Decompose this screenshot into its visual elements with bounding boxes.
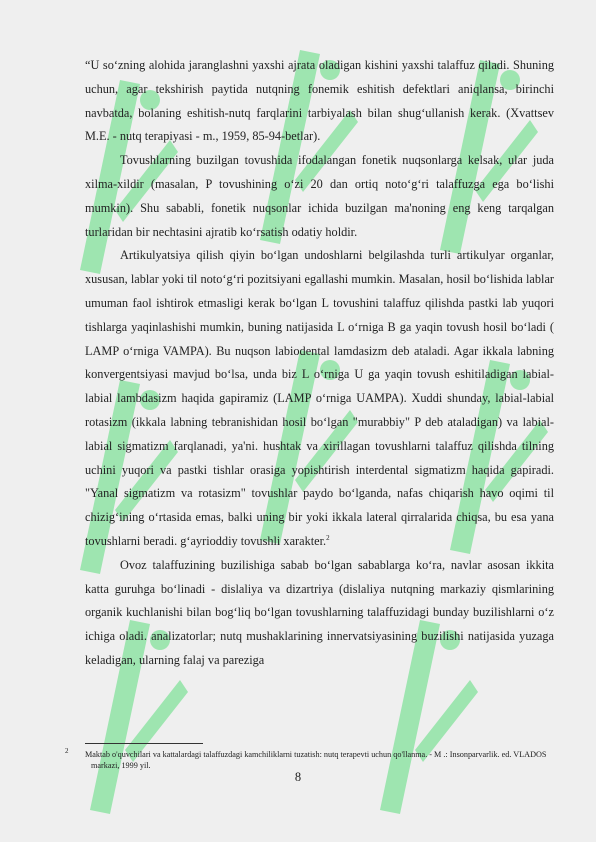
paragraph: Tovushlarning buzilgan tovushida ifodalangan fonetik nuqsonlarga kelsak, ular juda xilma-xildir (masalan, P tovushining o‘zi 20 dan ortiq noto‘g‘ri talaffuzga ega bo‘lishi mumkin). Shu sababli, fonetik nuqsonlar ichida buzilgan ma'noning eng keng tarqalgan turlaridan bir nechtasini ajratib ko‘rsatish odatiy holdir. xyxy=(85,153,554,239)
paragraph: Ovoz talaffuzining buzilishiga sabab bo‘lgan sabablarga ko‘ra, navlar asosan ikkita katta guruhga bo‘linadi - dislaliya va dizartriya (dislaliya nutqning markaziy qismlarining organik kuchlanishi bilan bog‘liq bo‘lgan tovushlarning talaffuzidagi bunday buzilishlarni o‘z ichiga oladi. analizatorlar; nutq mushaklarining innervatsiyasining buzilishi natijasida yuzaga keladigan, ularning falaj va pareziga xyxy=(85,557,554,667)
footnote-text: Maktab o'quvchilari va kattalardagi talaffuzdagi kamchiliklarni tuzatish: nutq terapevti uchun qo'llanma. - M .: Insonparvarlik. ed. VLADOS markazi, 1999 yil. xyxy=(85,750,547,770)
footnote-divider xyxy=(85,743,203,744)
paragraph: “U so‘zning alohida jaranglashni yaxshi ajrata oladigan kishini yaxshi talaffuz qiladi. Shuning uchun, agar tekshirish paytida nutqning fonemik eshitish defektlari aniqlansa, birinchi navbatda, bolaning eshitish-nutq farqlarini tarbiyalash bilan shug‘ullanish kerak. (Xvattsev M.E. - nutq terapiyasi - m., 1959, 85-94-betlar). xyxy=(85,58,554,144)
footnote-reference[interactable]: 2 xyxy=(326,533,330,542)
paragraph: Artikulyatsiya qilish qiyin bo‘lgan undoshlarni belgilashda turli artikulyar organlar, xususan, lablar yoki til noto‘g‘ri pozitsiyani egallashi mumkin. Masalan, hosil bo‘lishida lablar umuman faol ishtirok etmasligi kerak bo‘lgan L tovushini talaffuz qilishda pastki lab yuqori tishlarga yaqinlashishi mumkin, buning natijasida L o‘rniga B ga yaqin tovush hosil bo‘ladi ( LAMP o‘rniga VAMPA). Bu nuqson labiodental lamdasizm deb ataladi. Agar ikkala labning konvergentsiyasi mavjud bo‘lsa, unda biz L o‘rniga U ga yaqin tovush eshitiladigan labial-labial lambdasizm haqida gapiramiz (LAMP o‘rniga UAMPA). Xuddi shunday, labial-labial rotasizm (ikkala labning tebranishidan hosil bo‘lgan "murabbiy" P deb ataladigan) va labial-labial sigmatizm farqlanadi, ya'ni. hushtak va xirillagan tovushlarni talaffuz qilishda tilning uchini yuqori va pastki tishlar orasiga yopishtirish interdental sigmatizm haqida gapiradi. "Yanal sigmatizm va rotasizm" tovushlar paydo bo‘lganda, nafas chiqarish havo oqimi til chizig‘ining o‘rtasida emas, balki uning bir yoki ikkala lateral qirralarida chiqsa, bu esa yana tovushlarni beradi. g‘ayrioddiy tovushli xarakter.$^2$ xyxy=(85,248,554,548)
page-number: 8 xyxy=(294,770,302,784)
footnote xyxy=(65,749,555,771)
footnote-mark: 2 xyxy=(65,747,69,755)
body-text xyxy=(85,54,554,673)
